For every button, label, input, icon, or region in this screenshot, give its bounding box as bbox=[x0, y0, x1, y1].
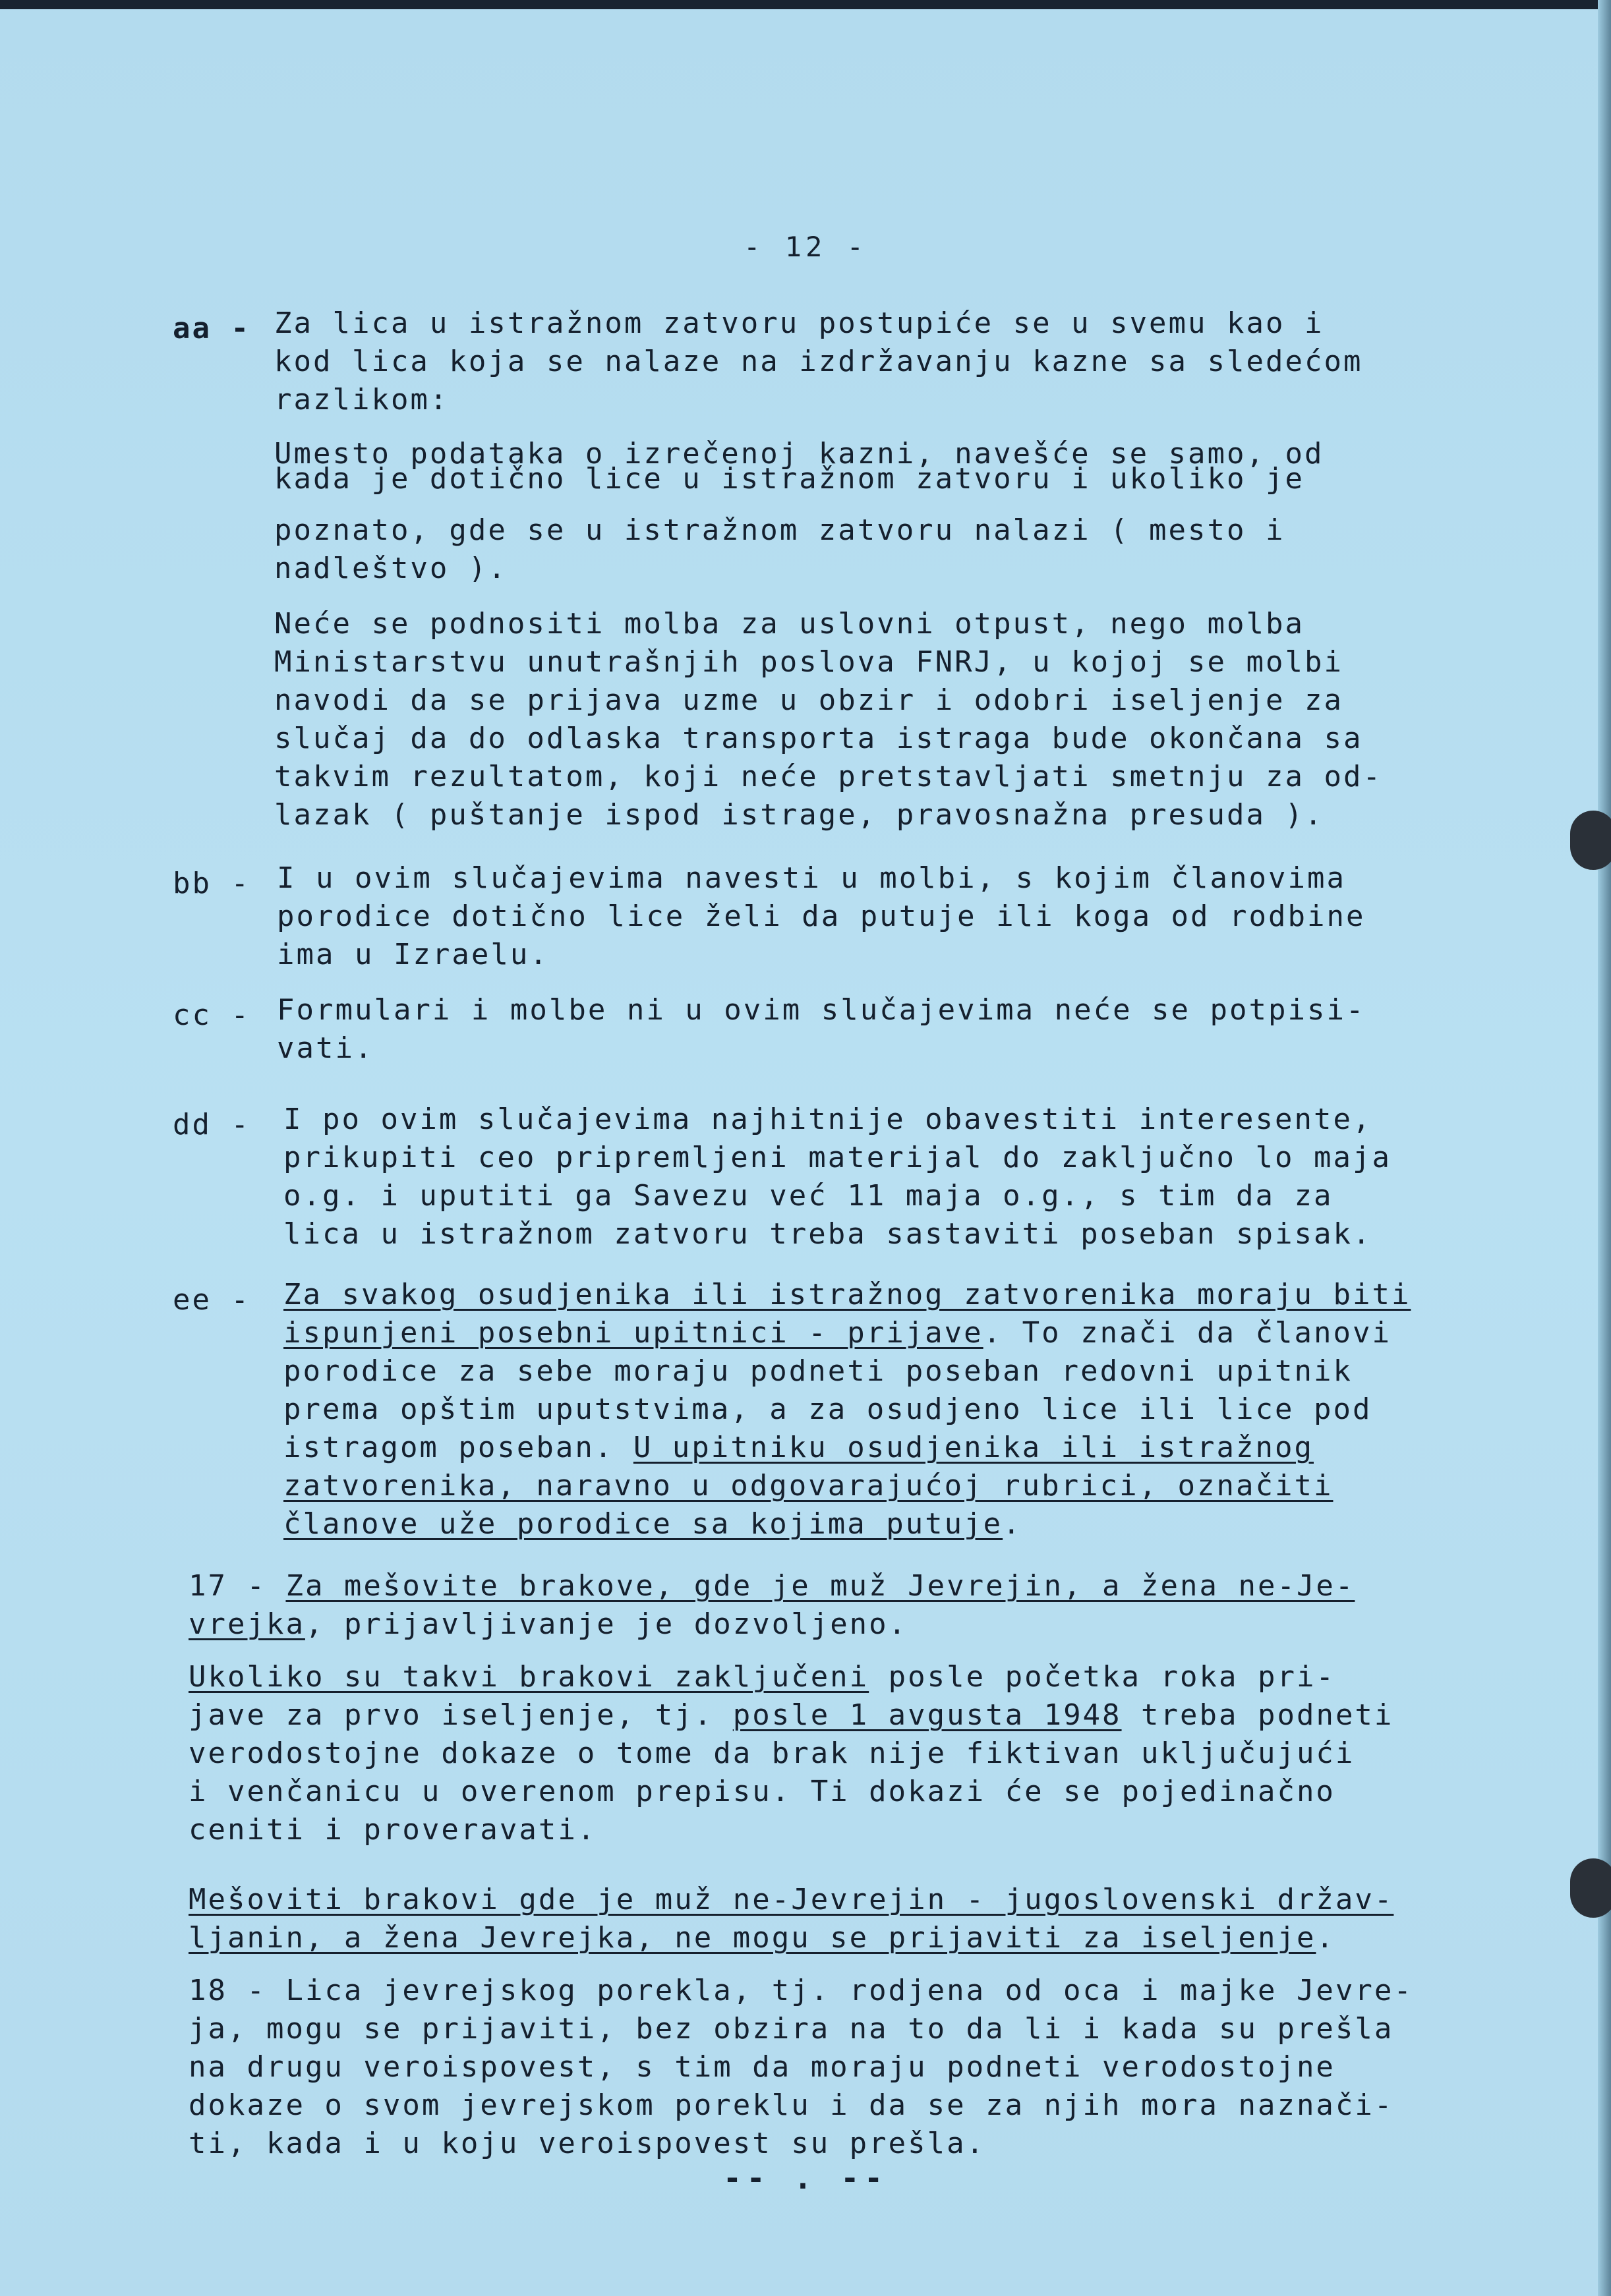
s17-line bbox=[189, 1605, 1441, 1644]
punch-hole-lower bbox=[1570, 1858, 1611, 1918]
item-label-aa: aa - bbox=[173, 312, 250, 345]
text-span: verodostojne dokaze o tome da brak nije fiktivan uključujući bbox=[189, 1736, 1355, 1770]
underlined-text: Ukoliko su takvi brakovi zaključeni bbox=[189, 1660, 869, 1694]
underlined-text: Mešoviti brakovi gde je muž ne-Jevrejin - jugoslovenski držav- bbox=[189, 1883, 1394, 1916]
s17-line bbox=[189, 1881, 1441, 1919]
underlined-text: Za mešovite brakove, gde je muž Jevrejin, a žena ne-Je- bbox=[285, 1569, 1355, 1603]
end-mark: -- . -- bbox=[723, 2160, 888, 2196]
section-17-paragraph-2 bbox=[189, 1658, 1441, 1849]
item-bb-text: I u ovim slučajevima navesti u molbi, s kojim članovima porodice dotično lice želi da putuje ili koga od rodbine ima u Izraelu. bbox=[277, 861, 1366, 971]
item-dd-text: I po ovim slučajevima najhitnije obavestiti interesente, prikupiti ceo pripremljeni materijal do zaključno lo maja o.g. i uputiti ga Savezu već 11 maja o.g., s tim da za lica u istražnom zatvoru treba sastaviti poseban spisak. bbox=[283, 1103, 1391, 1251]
s17-line bbox=[189, 1919, 1441, 1957]
ee-line bbox=[283, 1352, 1470, 1391]
text-span: i venčanicu u overenom prepisu. Ti dokazi će se pojedinačno bbox=[189, 1775, 1335, 1808]
s17-line bbox=[189, 1696, 1441, 1735]
item-aa-paragraph-2: Umesto podataka o izrečenoj kazni, navešće se samo, od kada je dotično lice u istražnom zatvoru i ukoliko je poznato, gde se u istražnom zatvoru nalazi ( mesto i nadleštvo ). bbox=[274, 437, 1324, 585]
text-span: 17 - bbox=[189, 1569, 286, 1603]
ee-line bbox=[283, 1314, 1470, 1352]
text-span: prema opštim uputstvima, a za osudjeno lice ili lice pod bbox=[283, 1392, 1372, 1426]
underlined-text: ljanin, a žena Jevrejka, ne mogu se prijaviti za iseljenje bbox=[189, 1921, 1316, 1955]
text-span: . bbox=[1316, 1921, 1335, 1955]
item-aa-paragraph-3: Neće se podnositi molba za uslovni otpust, nego molba Ministarstvu unutrašnjih poslova FNRJ, u kojoj se molbi navodi da se prijava uzme u obzir i odobri iseljenje za slučaj da do odlaska transporta istraga bude okončana sa takvim rezultatom, koji neće pretstavljati smetnju za od- lazak ( puštanje ispod istrage, pravosnažna presuda ). bbox=[274, 607, 1382, 832]
ee-line bbox=[283, 1505, 1470, 1543]
item-label-ee: ee - bbox=[173, 1283, 250, 1317]
text-span: ceniti i proveravati. bbox=[189, 1813, 597, 1847]
underlined-text: članove uže porodice sa kojima putuje bbox=[283, 1507, 1003, 1541]
text-span: jave za prvo iseljenje, tj. bbox=[189, 1698, 733, 1732]
underlined-text: vrejka bbox=[189, 1607, 305, 1641]
s17-line bbox=[189, 1567, 1441, 1605]
item-ee-text bbox=[283, 1276, 1470, 1543]
underlined-text: ispunjeni posebni upitnici - prijave bbox=[283, 1316, 983, 1350]
item-label-bb: bb - bbox=[173, 867, 250, 900]
item-label-dd: dd - bbox=[173, 1108, 250, 1141]
underlined-text: posle 1 avgusta 1948 bbox=[732, 1698, 1122, 1732]
section-18-text: 18 - Lica jevrejskog porekla, tj. rodjena od oca i majke Jevre- ja, mogu se prijaviti, bez obzira na to da li i kada su prešla na drugu veroispovest, s tim da moraju podneti verodostojne dokaze o svom jevrejskom poreklu i da se za njih mora naznači- ti, kada i u koju veroispovest su prešla. bbox=[189, 1974, 1413, 2160]
s17-line bbox=[189, 1735, 1441, 1773]
item-cc-text: Formulari i molbe ni u ovim slučajevima neće se potpisi- vati. bbox=[277, 993, 1366, 1065]
s17-line bbox=[189, 1811, 1441, 1849]
punch-hole-upper bbox=[1570, 811, 1611, 870]
underlined-text: zatvorenika, naravno u odgovarajućoj rubrici, označiti bbox=[283, 1469, 1333, 1503]
s17-line bbox=[189, 1773, 1441, 1811]
text-span: porodice za sebe moraju podneti poseban redovni upitnik bbox=[283, 1354, 1353, 1388]
ee-line bbox=[283, 1429, 1470, 1467]
ee-line bbox=[283, 1276, 1470, 1314]
text-span: treba podneti bbox=[1121, 1698, 1394, 1732]
s17-line bbox=[189, 1658, 1441, 1696]
page-number: - 12 - bbox=[744, 231, 867, 263]
page-right-edge bbox=[1598, 0, 1611, 2296]
underlined-text: U upitniku osudjenika ili istražnog bbox=[633, 1431, 1314, 1464]
text-span: . To znači da članovi bbox=[983, 1316, 1391, 1350]
page-top-edge bbox=[0, 0, 1611, 9]
text-span: . bbox=[1003, 1507, 1022, 1541]
item-label-cc: cc - bbox=[173, 998, 250, 1032]
section-17-paragraph-3 bbox=[189, 1881, 1441, 1957]
section-17-paragraph-1 bbox=[189, 1567, 1441, 1644]
item-aa-paragraph-1: Za lica u istražnom zatvoru postupiće se u svemu kao i kod lica koja se nalaze na izdržavanju kazne sa sledećom razlikom: bbox=[274, 306, 1363, 416]
text-span: istragom poseban. bbox=[283, 1431, 633, 1464]
text-span: , prijavljivanje je dozvoljeno. bbox=[305, 1607, 908, 1641]
underlined-text: Za svakog osudjenika ili istražnog zatvorenika moraju biti bbox=[283, 1278, 1411, 1311]
text-span: posle početka roka pri- bbox=[869, 1660, 1335, 1694]
ee-line bbox=[283, 1467, 1470, 1505]
ee-line bbox=[283, 1391, 1470, 1429]
